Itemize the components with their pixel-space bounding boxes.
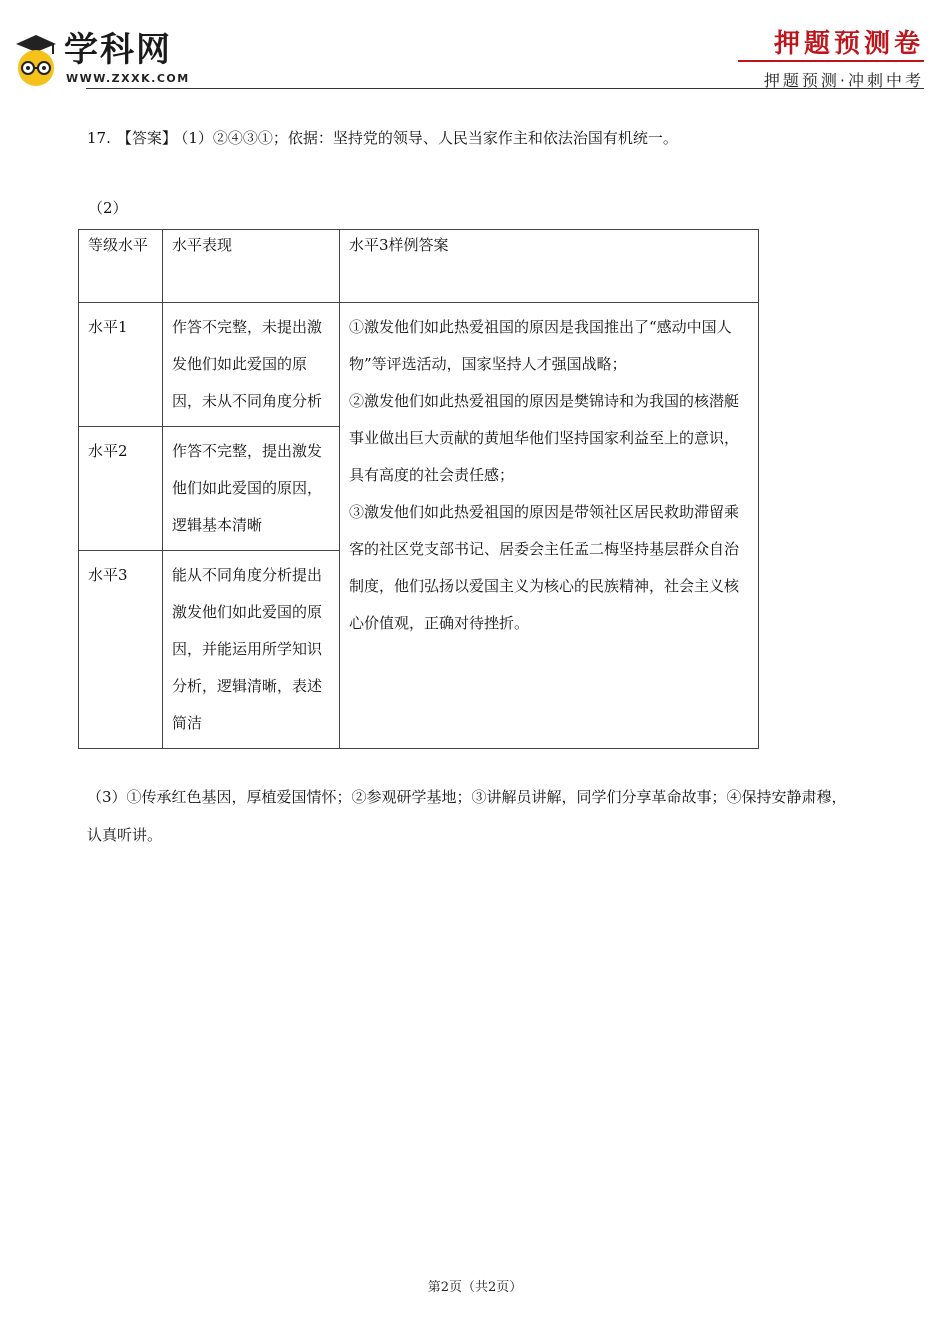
question-17-part1 <box>87 126 678 150</box>
part3-text: （3）①传承红色基因，厚植爱国情怀；②参观研学基地；③讲解员讲解，同学们分享革命故事；④保持安静肃穆，认真听讲。 <box>87 788 847 844</box>
sample-answer-item: ③激发他们如此热爱祖国的原因是带领社区居民救助滞留乘客的社区党支部书记、居委会主任孟二梅坚持基层群众自治制度，他们弘扬以爱国主义为核心的民族精神，社会主义核心价值观，正确对待挫折。 <box>349 503 740 632</box>
logo-text: 学科网 <box>64 30 172 70</box>
table-row <box>79 303 759 427</box>
level-cell: 水平3 <box>79 551 163 749</box>
brand-title: 押题预测卷 <box>773 29 924 59</box>
sample-answer-item: ②激发他们如此热爱祖国的原因是樊锦诗和为我国的核潜艇事业做出巨大贡献的黄旭华他们坚持国家利益至上的意识，具有高度的社会责任感； <box>349 392 740 484</box>
part1-text: （1）②④③①；依据：坚持党的领导、人民当家作主和依法治国有机统一。 <box>180 129 678 147</box>
answer-tag: 【答案】 <box>116 129 177 147</box>
performance-cell: 能从不同角度分析提出激发他们如此爱国的原因，并能运用所学知识分析，逻辑清晰，表述简洁 <box>163 551 340 749</box>
level-cell: 水平2 <box>79 427 163 551</box>
table-header-cell: 水平3样例答案 <box>340 230 759 303</box>
question-number: 17. <box>87 129 111 147</box>
brand-underline <box>738 60 924 62</box>
grading-table <box>78 229 759 749</box>
level-cell: 水平1 <box>79 303 163 427</box>
brand-subtitle: 押题预测·冲刺中考 <box>763 71 924 90</box>
sample-answer-item: ①激发他们如此热爱祖国的原因是我国推出了“感动中国人物”等评选活动，国家坚持人才强国战略； <box>349 318 732 373</box>
sample-answer-cell <box>340 303 759 749</box>
header-divider <box>86 88 924 89</box>
part2-label: （2） <box>88 199 128 217</box>
logo-mascot-icon <box>12 30 60 88</box>
performance-cell: 作答不完整，提出激发他们如此爱国的原因，逻辑基本清晰 <box>163 427 340 551</box>
logo-url: WWW.ZXXK.COM <box>66 72 190 85</box>
table-header-cell: 等级水平 <box>79 230 163 303</box>
page-header <box>0 0 950 100</box>
table-header-cell: 水平表现 <box>163 230 340 303</box>
table-header-row <box>79 230 759 303</box>
performance-cell: 作答不完整，未提出激发他们如此爱国的原因，未从不同角度分析 <box>163 303 340 427</box>
page-footer: 第2页（共2页） <box>427 1280 523 1295</box>
